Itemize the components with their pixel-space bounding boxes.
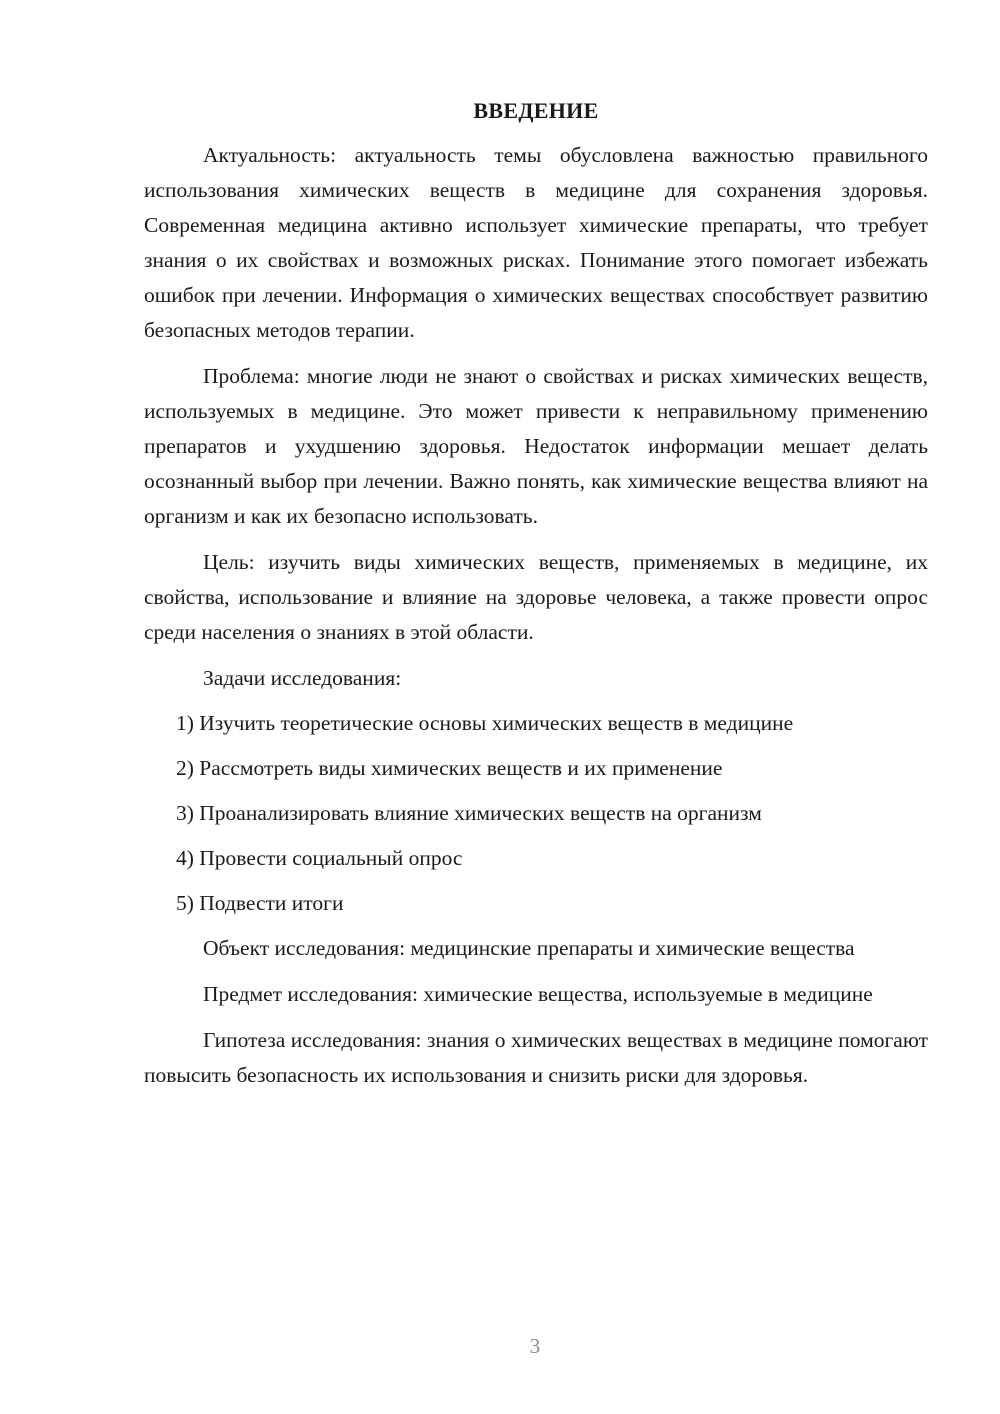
goal-paragraph: Цель: изучить виды химических веществ, применяемых в медицине, их свойства, использование и влияние на здоровье человека, а также провести опрос среди населения о знаниях в этой области. xyxy=(144,550,928,644)
object-paragraph: Объект исследования: медицинские препараты и химические вещества xyxy=(203,936,855,960)
task-item: 1) Изучить теоретические основы химических веществ в медицине xyxy=(176,711,794,735)
problem-paragraph: Проблема: многие люди не знают о свойствах и рисках химических веществ, используемых в медицине. Это может привести к неправильному применению препаратов и ухудшению здоровья. Недостаток информации мешает делать осознанный выбор при лечении. Важно понять, как химические вещества влияют на организм и как их безопасно использовать. xyxy=(144,364,928,528)
task-item: 3) Проанализировать влияние химических веществ на организм xyxy=(176,801,762,825)
hypothesis-paragraph: Гипотеза исследования: знания о химических веществах в медицине помогают повысить безопасность их использования и снизить риски для здоровья. xyxy=(144,1028,928,1087)
task-item: 2) Рассмотреть виды химических веществ и их применение xyxy=(176,756,723,780)
task-item: 4) Провести социальный опрос xyxy=(176,846,463,870)
tasks-title: Задачи исследования: xyxy=(203,666,402,690)
task-item: 5) Подвести итоги xyxy=(176,891,344,915)
page-number: 3 xyxy=(529,1334,541,1358)
subject-paragraph: Предмет исследования: химические вещества, используемые в медицине xyxy=(203,982,873,1006)
page-content xyxy=(144,96,928,1104)
relevance-paragraph: Актуальность: актуальность темы обусловлена важностью правильного использования химических веществ в медицине для сохранения здоровья. Современная медицина активно использует химические препараты, что требует знания о их свойствах и возможных рисках. Понимание этого помогает избежать ошибок при лечении. Информация о химических веществах способствует развитию безопасных методов терапии. xyxy=(144,143,928,342)
tasks-list xyxy=(144,706,928,921)
section-heading: ВВЕДЕНИЕ xyxy=(473,98,599,123)
